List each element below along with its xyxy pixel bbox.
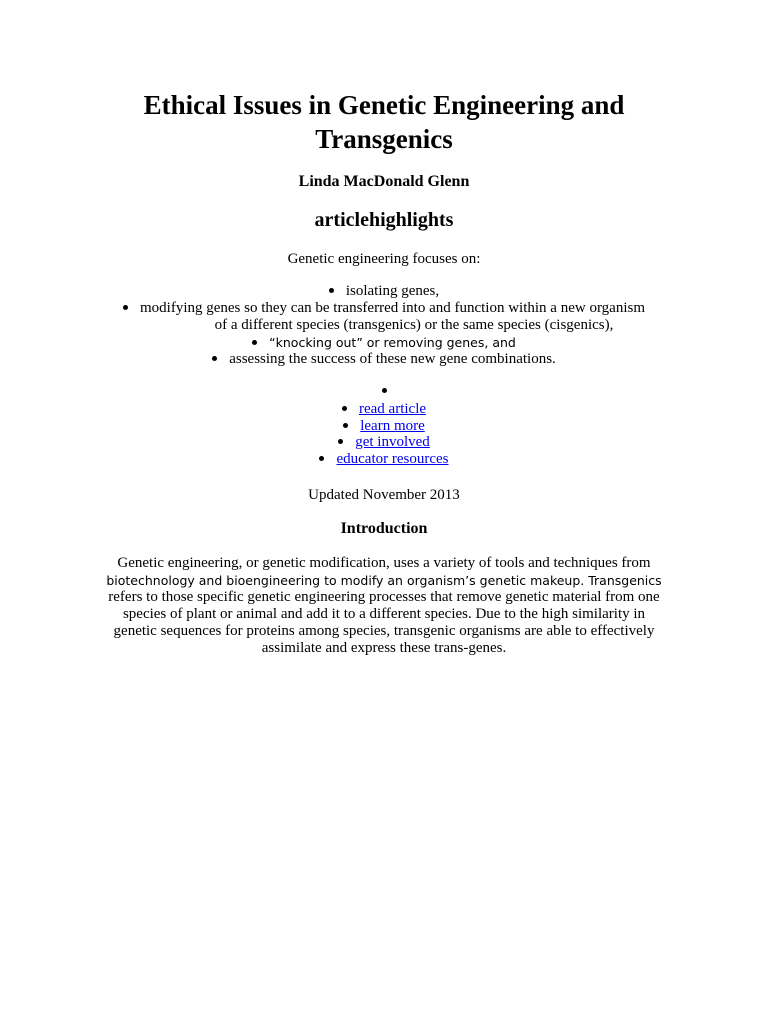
bullet-icon (342, 406, 347, 411)
list-item (0, 383, 768, 400)
bullet-icon (338, 439, 343, 444)
bullet-icon (343, 423, 348, 428)
learn-more-link[interactable]: learn more (360, 418, 425, 434)
get-involved-link[interactable]: get involved (355, 434, 430, 450)
read-article-link[interactable]: read article (358, 401, 427, 417)
paragraph-line: assimilate and express these trans-genes. (261, 640, 507, 656)
bullet-icon (319, 456, 324, 461)
list-item (0, 418, 768, 435)
list-item-text: assessing the success of these new gene combinations. (229, 351, 556, 367)
introduction-heading: Introduction (340, 520, 428, 537)
title-line-1: Ethical Issues in Genetic Engineering and (143, 90, 625, 120)
author-name: Linda MacDonald Glenn (298, 173, 470, 190)
list-item (0, 334, 768, 352)
list-item-text: modifying genes so they can be transferred into and function within a new organism (139, 300, 645, 316)
list-item (0, 300, 768, 317)
focus-intro: Genetic engineering focuses on: (287, 251, 481, 267)
paragraph-line: Genetic engineering, or genetic modification, uses a variety of tools and techniques from (117, 555, 651, 571)
paragraph-line: biotechnology and bioengineering to modify an organism’s genetic makeup. Transgenics (106, 573, 662, 588)
list-item-continuation (30, 317, 768, 334)
bullet-icon (382, 388, 387, 393)
list-item-text: “knocking out” or removing genes, and (269, 335, 516, 350)
educator-resources-link[interactable]: educator resources (336, 451, 449, 467)
list-item (0, 401, 768, 418)
document-title (84, 88, 684, 156)
highlights-heading: articlehighlights (314, 209, 454, 231)
list-item-text: of a different species (transgenics) or the same species (cisgenics), (214, 317, 614, 333)
list-item (0, 451, 768, 468)
bullet-icon (212, 356, 217, 361)
paragraph-line: refers to those specific genetic engineering processes that remove genetic material from one (108, 589, 660, 605)
list-item-text: isolating genes, (345, 283, 440, 299)
paragraph-line: species of plant or animal and add it to a different species. Due to the high similarity in (122, 606, 646, 622)
list-item (0, 351, 768, 368)
paragraph-line: genetic sequences for proteins among species, transgenic organisms are able to effectively (113, 623, 655, 639)
list-item (0, 434, 768, 451)
title-line-2: Transgenics (315, 124, 453, 154)
updated-date: Updated November 2013 (308, 487, 460, 503)
list-item (0, 283, 768, 300)
bullet-icon (123, 305, 128, 310)
bullet-icon (252, 340, 257, 345)
bullet-icon (329, 288, 334, 293)
